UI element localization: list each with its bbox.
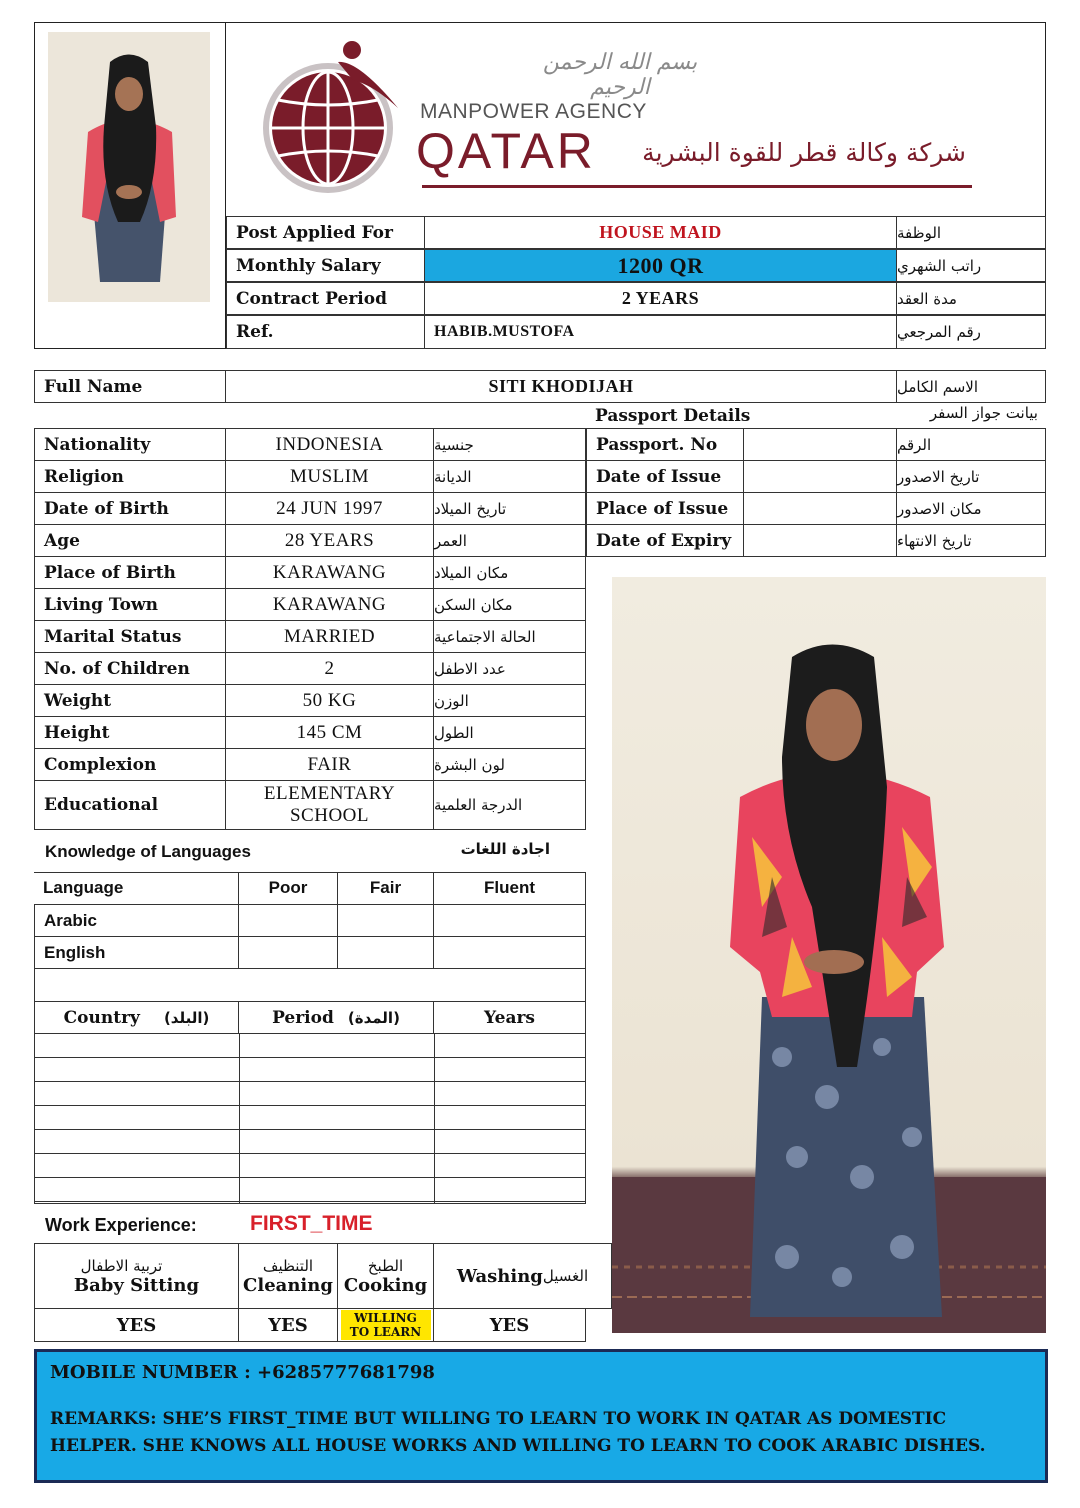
lang-header-language: Language xyxy=(34,872,239,905)
bismillah-calligraphy: بسم الله الرحمن الرحيم xyxy=(542,50,698,100)
issue-place-label: Place of Issue xyxy=(586,492,744,525)
dob-value: 24 JUN 1997 xyxy=(225,492,434,525)
languages-title: Knowledge of Languages xyxy=(45,842,251,861)
skill-baby-sitting-value: YES xyxy=(34,1308,239,1342)
ref-value: HABIB.MUSTOFA xyxy=(424,315,897,349)
post-value: HOUSE MAID xyxy=(424,216,897,249)
age-ar: العمر xyxy=(433,524,586,557)
ref-label: Ref. xyxy=(226,315,425,349)
mobile-number: MOBILE NUMBER : +6285777681798 xyxy=(50,1362,435,1383)
pob-ar: مكان الميلاد xyxy=(433,556,586,589)
skill-cooking-value: WILLING TO LEARN xyxy=(341,1310,431,1340)
post-label-ar: الوظفة xyxy=(896,216,1046,249)
skill-baby-sitting-ar: تربية الاطفال xyxy=(80,1256,163,1275)
skill-cleaning-ar: التنظيف xyxy=(262,1256,314,1275)
living-town-label: Living Town xyxy=(34,588,226,621)
issue-date-label: Date of Issue xyxy=(586,460,744,493)
experience-empty-rows xyxy=(34,1033,586,1204)
passport-title: Passport Details xyxy=(595,406,751,426)
weight-ar: الوزن xyxy=(433,684,586,717)
passport-no-label: Passport. No xyxy=(586,428,744,461)
arabic-fair-cell xyxy=(337,904,434,937)
skill-baby-sitting-en: Baby Sitting xyxy=(73,1274,200,1296)
salary-label-ar: راتب الشهري xyxy=(896,249,1046,282)
weight-label: Weight xyxy=(34,684,226,717)
skill-washing-ar: الغسيل xyxy=(542,1267,589,1285)
work-experience-label: Work Experience: xyxy=(45,1215,197,1235)
skill-cleaning-en: Cleaning xyxy=(243,1274,333,1296)
country-header xyxy=(34,1001,239,1034)
skill-cooking-value-cell xyxy=(337,1308,434,1342)
agency-globe-logo xyxy=(258,40,408,200)
marital-value: MARRIED xyxy=(225,620,434,653)
passport-title-ar: بيانت جواز السفر xyxy=(929,404,1038,422)
woman-figure-large xyxy=(612,577,1046,1333)
passport-no-value xyxy=(743,428,897,461)
contract-label-ar: مدة العقد xyxy=(896,282,1046,315)
height-label: Height xyxy=(34,716,226,749)
blank-spacer-row xyxy=(34,968,586,1002)
complexion-label: Complexion xyxy=(34,748,226,781)
country-header-label: Country xyxy=(63,1007,140,1028)
footer-box xyxy=(34,1349,1048,1483)
education-value: ELEMENTARY SCHOOL xyxy=(225,780,434,830)
period-header xyxy=(238,1001,434,1034)
years-header: Years xyxy=(433,1001,586,1034)
woman-figure-small xyxy=(48,32,210,302)
skill-cleaning xyxy=(238,1243,338,1309)
age-value: 28 YEARS xyxy=(225,524,434,557)
education-ar: الدرجة العلمية xyxy=(433,780,586,830)
lang-header-fair: Fair xyxy=(337,872,434,905)
height-value: 145 CM xyxy=(225,716,434,749)
languages-title-ar: اجادة اللغات xyxy=(460,840,550,858)
living-town-ar: مكان السكن xyxy=(433,588,586,621)
expiry-date-ar: تاريخ الانتهاء xyxy=(896,524,1046,557)
issue-date-value xyxy=(743,460,897,493)
lang-header-poor: Poor xyxy=(238,872,338,905)
complexion-ar: لون البشرة xyxy=(433,748,586,781)
nationality-value: INDONESIA xyxy=(225,428,434,461)
skill-cleaning-value: YES xyxy=(238,1308,338,1342)
issue-place-ar: مكان الاصدور xyxy=(896,492,1046,525)
arabic-fluent-cell xyxy=(433,904,586,937)
period-header-label: Period xyxy=(272,1007,334,1028)
children-label: No. of Children xyxy=(34,652,226,685)
skill-washing-value: YES xyxy=(433,1308,586,1342)
skill-cooking-en: Cooking xyxy=(343,1274,428,1296)
english-fair-cell xyxy=(337,936,434,969)
living-town-value: KARAWANG xyxy=(225,588,434,621)
weight-value: 50 KG xyxy=(225,684,434,717)
logo-underline xyxy=(422,185,972,188)
expiry-date-label: Date of Expiry xyxy=(586,524,744,557)
post-label: Post Applied For xyxy=(226,216,425,249)
agency-name-arabic: شركة وكالة قطر للقوة البشرية xyxy=(642,138,966,167)
fullname-label: Full Name xyxy=(34,370,226,403)
nationality-ar: جنسية xyxy=(433,428,586,461)
skill-washing-en: Washing xyxy=(456,1265,543,1287)
salary-value: 1200 QR xyxy=(424,249,897,282)
ref-label-ar: رقم المرجعي xyxy=(896,315,1046,349)
lang-row-english: English xyxy=(34,936,239,969)
age-label: Age xyxy=(34,524,226,557)
agency-name-small: MANPOWER AGENCY xyxy=(420,100,647,123)
skill-baby-sitting xyxy=(34,1243,239,1309)
complexion-value: FAIR xyxy=(225,748,434,781)
lang-header-fluent: Fluent xyxy=(433,872,586,905)
small-photo xyxy=(48,32,210,302)
english-fluent-cell xyxy=(433,936,586,969)
expiry-date-value xyxy=(743,524,897,557)
arabic-poor-cell xyxy=(238,904,338,937)
height-ar: الطول xyxy=(433,716,586,749)
work-experience-value: FIRST_TIME xyxy=(250,1212,373,1235)
marital-ar: الحالة الاجتماعية xyxy=(433,620,586,653)
english-poor-cell xyxy=(238,936,338,969)
contract-label: Contract Period xyxy=(226,282,425,315)
dob-ar: تاريخ الميلاد xyxy=(433,492,586,525)
children-value: 2 xyxy=(225,652,434,685)
fullname-value: SITI KHODIJAH xyxy=(225,370,897,403)
period-header-ar: (المدة) xyxy=(347,1008,400,1027)
remarks: REMARKS: SHE’S FIRST_TIME BUT WILLING TO LEARN TO WORK IN QATAR AS DOMESTIC HELPER. SHE KNOWS ALL HOUSE WORKS AND WILLING TO LEARN TO COOK ARABIC DISHES. xyxy=(50,1409,986,1456)
dob-label: Date of Birth xyxy=(34,492,226,525)
skill-cooking xyxy=(337,1243,434,1309)
education-label: Educational xyxy=(34,780,226,830)
pob-label: Place of Birth xyxy=(34,556,226,589)
salary-label: Monthly Salary xyxy=(226,249,425,282)
contract-value: 2 YEARS xyxy=(424,282,897,315)
full-body-photo xyxy=(612,577,1046,1333)
pob-value: KARAWANG xyxy=(225,556,434,589)
religion-value: MUSLIM xyxy=(225,460,434,493)
passport-no-ar: الرقم xyxy=(896,428,1046,461)
religion-label: Religion xyxy=(34,460,226,493)
skill-cooking-ar: الطبخ xyxy=(367,1256,404,1275)
children-ar: عدد الاطفل xyxy=(433,652,586,685)
lang-row-arabic: Arabic xyxy=(34,904,239,937)
skill-washing xyxy=(433,1243,612,1309)
religion-ar: الديانة xyxy=(433,460,586,493)
fullname-label-ar: الاسم الكامل xyxy=(896,370,1046,403)
agency-name-big: QATAR xyxy=(416,123,596,179)
marital-label: Marital Status xyxy=(34,620,226,653)
nationality-label: Nationality xyxy=(34,428,226,461)
issue-place-value xyxy=(743,492,897,525)
issue-date-ar: تاريخ الاصدور xyxy=(896,460,1046,493)
country-header-ar: (البلد) xyxy=(163,1008,210,1027)
